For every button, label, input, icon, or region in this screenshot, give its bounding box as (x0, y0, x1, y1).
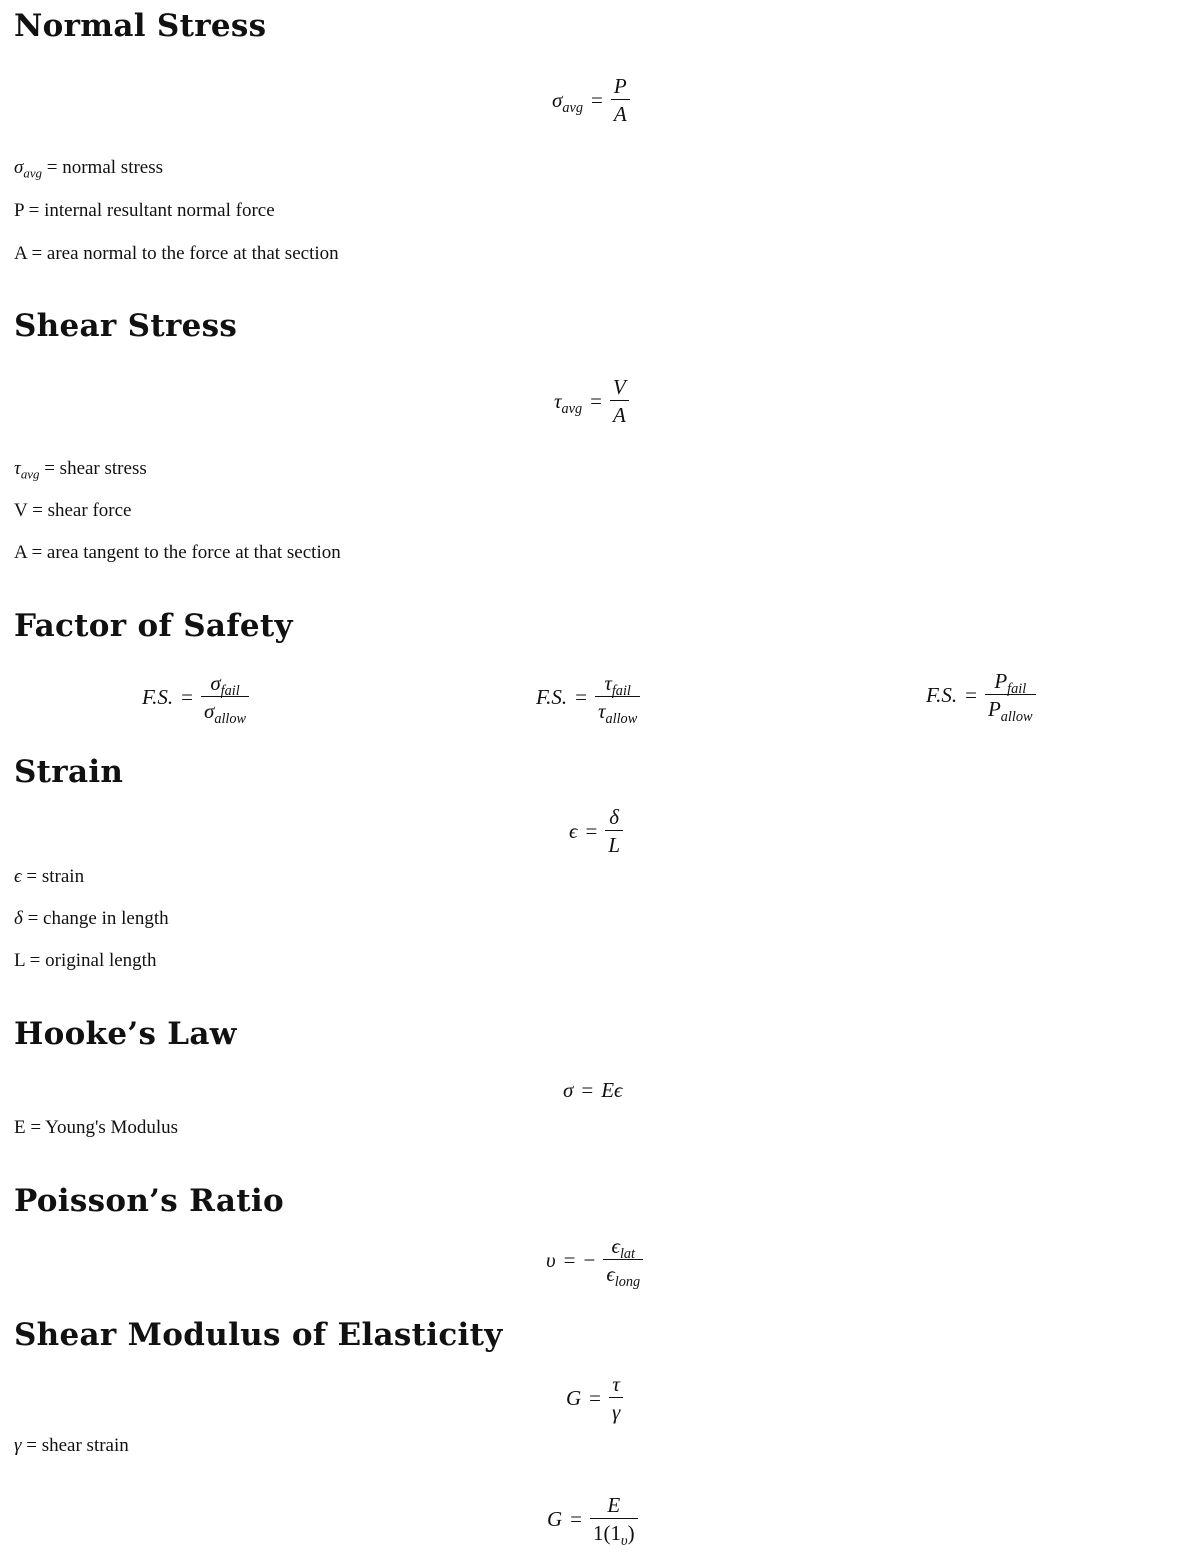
definition-l: L = original length (14, 950, 157, 971)
heading-strain: Strain (14, 754, 124, 790)
formula-fs-shear: F.S. = $\frac{\tau_{fail}}{\tau_{allow}}$ (536, 672, 640, 722)
definition-p: P = internal resultant normal force (14, 200, 275, 221)
formula-strain: ϵ = $\frac{\delta}{L}$ (569, 806, 623, 856)
definition-gamma: γ = shear strain (14, 1435, 129, 1456)
formula-fs-force: F.S. = $\frac{P_{fail}}{P_{allow}}$ (926, 670, 1036, 720)
definition-a-tangent: A = area tangent to the force at that section (14, 542, 341, 563)
formula-hookes-law: σ = Eϵ (563, 1078, 623, 1102)
definition-v: V = shear force (14, 500, 132, 521)
formula-fs-stress: F.S. = $\frac{\sigma_{fail}}{\sigma_{allow}}$ (142, 672, 249, 722)
heading-normal-stress: Normal Stress (14, 8, 267, 44)
heading-hookes-law: Hooke’s Law (14, 1016, 237, 1052)
definition-sigma-avg: $\sigma_{avg}$ = normal stress (14, 157, 164, 181)
definition-delta: δ = change in length (14, 908, 169, 929)
heading-shear-stress: Shear Stress (14, 308, 238, 344)
heading-factor-of-safety: Factor of Safety (14, 608, 293, 644)
definition-epsilon: ϵ = strain (14, 866, 85, 887)
formula-normal-stress: $\sigma_{avg}$ = $\frac{P}{A}$ (552, 75, 630, 125)
heading-poissons-ratio: Poisson’s Ratio (14, 1183, 284, 1219)
heading-shear-modulus: Shear Modulus of Elasticity (14, 1317, 503, 1353)
formula-poissons-ratio: υ = − $\frac{\epsilon_{lat}}{\epsilon_{long}}$ (546, 1235, 643, 1285)
formula-shear-modulus-tau: G = $\frac{\tau}{\gamma}$ (566, 1373, 623, 1423)
formula-shear-stress: $\tau_{avg}$ = $\frac{V}{A}$ (554, 376, 629, 426)
definition-a-normal: A = area normal to the force at that section (14, 243, 339, 264)
definition-tau-avg: $\tau_{avg}$ = shear stress (14, 458, 147, 482)
formula-shear-modulus-e: G = $\frac{E}{1(1_\upsilon)}$ (547, 1494, 638, 1544)
definition-e: E = Young's Modulus (14, 1117, 179, 1138)
